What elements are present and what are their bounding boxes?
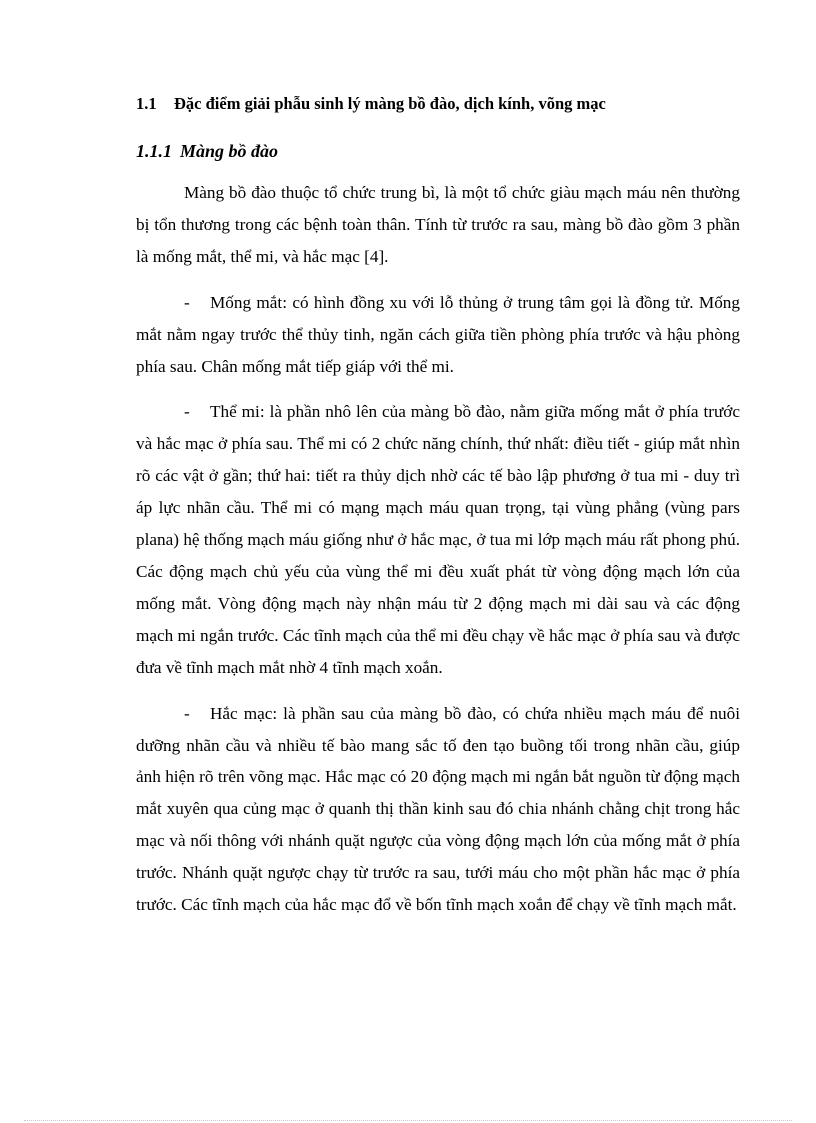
intro-paragraph: Màng bồ đào thuộc tổ chức trung bì, là một tổ chức giàu mạch máu nên thường bị tổn thương trong các bệnh toàn thân. Tính từ trước ra sau, màng bồ đào gồm 3 phần là mống mắt, thể mi, và hắc mạc [4]. <box>136 183 740 266</box>
page-bottom-border <box>24 1120 792 1121</box>
bullet-paragraph-choroid <box>136 698 740 921</box>
section-heading <box>136 92 740 116</box>
bullet-paragraph-iris <box>136 287 740 383</box>
section-title: Đặc điểm giải phẫu sinh lý màng bồ đào, dịch kính, võng mạc <box>174 94 606 113</box>
bullet-marker: - <box>184 292 190 312</box>
bullet-text: Hắc mạc: là phần sau của màng bồ đào, có chứa nhiều mạch máu để nuôi dưỡng nhãn cầu và nhiều tế bào mang sắc tố đen tạo buồng tối trong nhãn cầu, giúp ảnh hiện rõ trên võng mạc. Hắc mạc có 20 động mạch mi ngắn bắt nguồn từ động mạch mắt xuyên qua củng mạc ở quanh thị thần kinh sau đó chia nhánh chằng chịt trong hắc mạc và nối thông với nhánh quặt ngược của vòng động mạch lớn của mống mắt ở phía trước. Nhánh quặt ngược chạy từ trước ra sau, tưới máu cho một phần hắc mạc ở phía trước. Các tĩnh mạch của hắc mạc đổ về bốn tĩnh mạch xoắn để chạy về tĩnh mạch mắt. <box>136 703 740 915</box>
subsection-number: 1.1.1 <box>136 141 172 161</box>
bullet-marker: - <box>184 402 190 422</box>
subsection-heading <box>136 139 740 163</box>
bullet-text: Mống mắt: có hình đồng xu với lỗ thủng ở trung tâm gọi là đồng tử. Mống mắt nằm ngay trước thể thủy tinh, ngăn cách giữa tiền phòng phía trước và hậu phòng phía sau. Chân mống mắt tiếp giáp với thể mi. <box>136 292 740 376</box>
bullet-marker: - <box>184 703 190 723</box>
bullet-paragraph-ciliary-body <box>136 396 740 683</box>
bullet-text: Thể mi: là phần nhô lên của màng bồ đào, nằm giữa mống mắt ở phía trước và hắc mạc ở phía sau. Thể mi có 2 chức năng chính, thứ nhất: điều tiết - giúp mắt nhìn rõ các vật ở gần; thứ hai: tiết ra thủy dịch nhờ các tế bào lập phương ở tua mi - duy trì áp lực nhãn cầu. Thể mi có mạng mạch máu quan trọng, tại vùng phẳng (vùng pars plana) hệ thống mạch máu giống như ở hắc mạc, ở tua mi lớp mạch máu rất phong phú. Các động mạch chủ yếu của vùng thể mi đều xuất phát từ vòng động mạch lớn của mống mắt. Vòng động mạch này nhận máu từ 2 động mạch mi dài sau và các động mạch mi ngắn trước. Các tĩnh mạch của thể mi đều chạy về hắc mạc ở phía sau và được đưa về tĩnh mạch mắt nhờ 4 tĩnh mạch xoắn. <box>136 402 740 677</box>
document-page <box>136 92 740 921</box>
section-number: 1.1 <box>136 94 157 113</box>
subsection-title: Màng bồ đào <box>180 141 279 161</box>
